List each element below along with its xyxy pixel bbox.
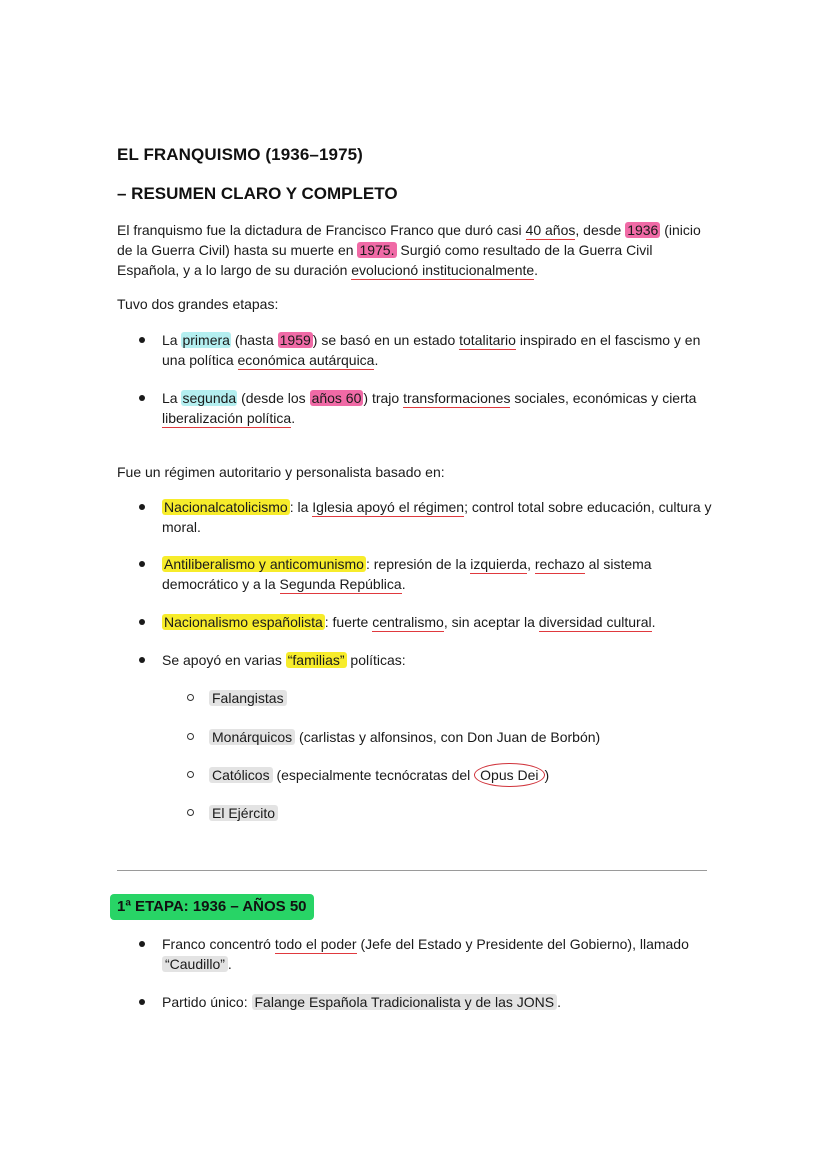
- text-run: .: [227, 956, 232, 972]
- list-item: [117, 497, 717, 537]
- text-run: (Jefe del Estado y Presidente del Gobierno), llamado: [356, 936, 689, 952]
- list-item: [117, 992, 717, 1012]
- bullet-dot: [139, 999, 145, 1005]
- text-run: .: [651, 614, 656, 630]
- text-run: La: [162, 390, 182, 406]
- text-run: : fuerte: [324, 614, 373, 630]
- bullet-dot: [139, 561, 145, 567]
- text-run: al sistema democrático y a la: [162, 556, 652, 592]
- etapas-list: [117, 330, 717, 370]
- text-run: inspirado en el fascismo y en una política: [162, 332, 701, 368]
- text-run: ) trajo: [363, 390, 404, 406]
- text-run: : la: [289, 499, 313, 515]
- bases-list-4: [117, 650, 717, 670]
- sub-list-item: [117, 803, 278, 823]
- hollow-bullet: [187, 771, 194, 778]
- list-item: [117, 388, 717, 428]
- text-run: (especialmente tecnócratas del: [272, 767, 475, 783]
- bullet-dot: [139, 619, 145, 625]
- etapas-intro: Tuvo dos grandes etapas:: [117, 296, 279, 312]
- highlight-segunda: segunda: [182, 390, 237, 406]
- highlight-1975: 1975.: [359, 242, 395, 258]
- text-run: , desde: [575, 222, 626, 238]
- text-run: sociales, económicas y cierta: [510, 390, 697, 406]
- text-run: .: [401, 576, 406, 592]
- regimen-intro: Fue un régimen autoritario y personalista basado en:: [117, 464, 445, 480]
- familias-item-1: [117, 688, 287, 708]
- text-run: políticas:: [346, 652, 406, 668]
- list-item: [117, 330, 717, 370]
- bullet-dot: [139, 657, 145, 663]
- text-run: Se apoyó en varias: [162, 652, 286, 668]
- bases-list-3: [117, 612, 717, 632]
- text-run: .: [557, 994, 561, 1010]
- text-run: .: [534, 262, 539, 278]
- familia-name: Monárquicos: [209, 729, 295, 745]
- bullet-dot: [139, 337, 145, 343]
- etapa-1-heading: 1ª ETAPA: 1936 – AÑOS 50: [110, 894, 314, 920]
- underlined-rechazo: rechazo: [534, 556, 585, 572]
- text-run: (desde los: [237, 390, 310, 406]
- list-item: [117, 650, 717, 670]
- text-run: El franquismo fue la dictadura de Francisco Franco que duró casi: [117, 222, 526, 238]
- hollow-bullet: [187, 809, 194, 816]
- bullet-dot: [139, 395, 145, 401]
- text-run: (carlistas y alfonsinos, con Don Juan de Borbón): [295, 729, 601, 745]
- familias-item-2: [117, 727, 600, 747]
- sub-list-item: [117, 688, 287, 708]
- highlight-nacionalcatolicismo: Nacionalcatolicismo: [164, 499, 288, 515]
- highlight-1959: 1959: [279, 332, 311, 348]
- bases-list-2: [117, 554, 717, 594]
- text-run: ) se basó en un estado: [312, 332, 460, 348]
- underlined-transformaciones: transformaciones: [403, 390, 511, 406]
- document-subtitle: – RESUMEN CLARO Y COMPLETO: [117, 184, 398, 203]
- highlight-caudillo: “Caudillo”: [162, 956, 228, 972]
- underlined-segunda-republica: Segunda República: [279, 576, 402, 592]
- text-run: ; control total sobre educación, cultura y moral.: [162, 499, 712, 535]
- sub-list-item: [117, 765, 549, 785]
- highlight-antiliberalismo: Antiliberalismo y anticomunismo: [164, 556, 364, 572]
- text-run: Franco concentró: [162, 936, 275, 952]
- underlined-iglesia: Iglesia apoyó el régimen: [312, 499, 465, 515]
- document-title: EL FRANQUISMO (1936–1975): [117, 145, 363, 164]
- etapa1-list-1: [117, 934, 717, 974]
- bases-list-1: [117, 497, 717, 537]
- familia-name: Falangistas: [209, 690, 287, 706]
- highlight-familias: “familias”: [287, 652, 345, 668]
- familia-name: El Ejército: [209, 805, 278, 821]
- text-run: ,: [527, 556, 535, 572]
- etapas-list-2: [117, 388, 717, 428]
- list-item: [117, 612, 717, 632]
- underlined-izquierda: izquierda: [470, 556, 528, 572]
- etapa1-list-2: [117, 992, 717, 1012]
- bullet-dot: [139, 504, 145, 510]
- underlined-totalitario: totalitario: [459, 332, 516, 348]
- hollow-bullet: [187, 694, 194, 701]
- text-run: La: [162, 332, 182, 348]
- highlight-1936: 1936: [627, 222, 659, 238]
- text-run: Surgió como resultado de la Guerra Civil Española, y a lo largo de su duración: [117, 242, 653, 278]
- underlined-evoluciono: evolucionó institucionalmente: [351, 262, 535, 278]
- highlight-anos-60: años 60: [311, 390, 362, 406]
- text-run: .: [374, 352, 379, 368]
- highlight-falange: Falange Española Tradicionalista y de las JONS: [252, 994, 558, 1010]
- hollow-bullet: [187, 733, 194, 740]
- intro-paragraph: [117, 220, 717, 280]
- text-run: .: [291, 410, 296, 426]
- underlined-todo-el-poder: todo el poder: [274, 936, 357, 952]
- underlined-diversidad: diversidad cultural: [538, 614, 652, 630]
- familia-name: Católicos: [209, 767, 273, 783]
- bullet-dot: [139, 941, 145, 947]
- familias-item-3: [117, 765, 549, 785]
- sub-list-item: [117, 727, 600, 747]
- text-run: (hasta: [230, 332, 278, 348]
- highlight-primera: primera: [182, 332, 230, 348]
- text-run: ): [544, 767, 550, 783]
- list-item: [117, 554, 717, 594]
- text-run: , sin aceptar la: [443, 614, 539, 630]
- underlined-centralismo: centralismo: [372, 614, 444, 630]
- text-run: Partido único:: [162, 994, 252, 1010]
- horizontal-divider: [117, 870, 707, 871]
- underlined-40-anos: 40 años: [525, 222, 576, 238]
- familias-item-4: [117, 803, 278, 823]
- underlined-autarquica: económica autárquica: [237, 352, 375, 368]
- list-item: [117, 934, 717, 974]
- text-run: : represión de la: [365, 556, 471, 572]
- highlight-nacionalismo: Nacionalismo españolista: [164, 614, 323, 630]
- text-run: (inicio de la Guerra Civil) hasta su muerte en: [117, 222, 701, 258]
- underlined-liberalizacion: liberalización política: [162, 410, 292, 426]
- circled-opus-dei: Opus Dei: [474, 763, 544, 787]
